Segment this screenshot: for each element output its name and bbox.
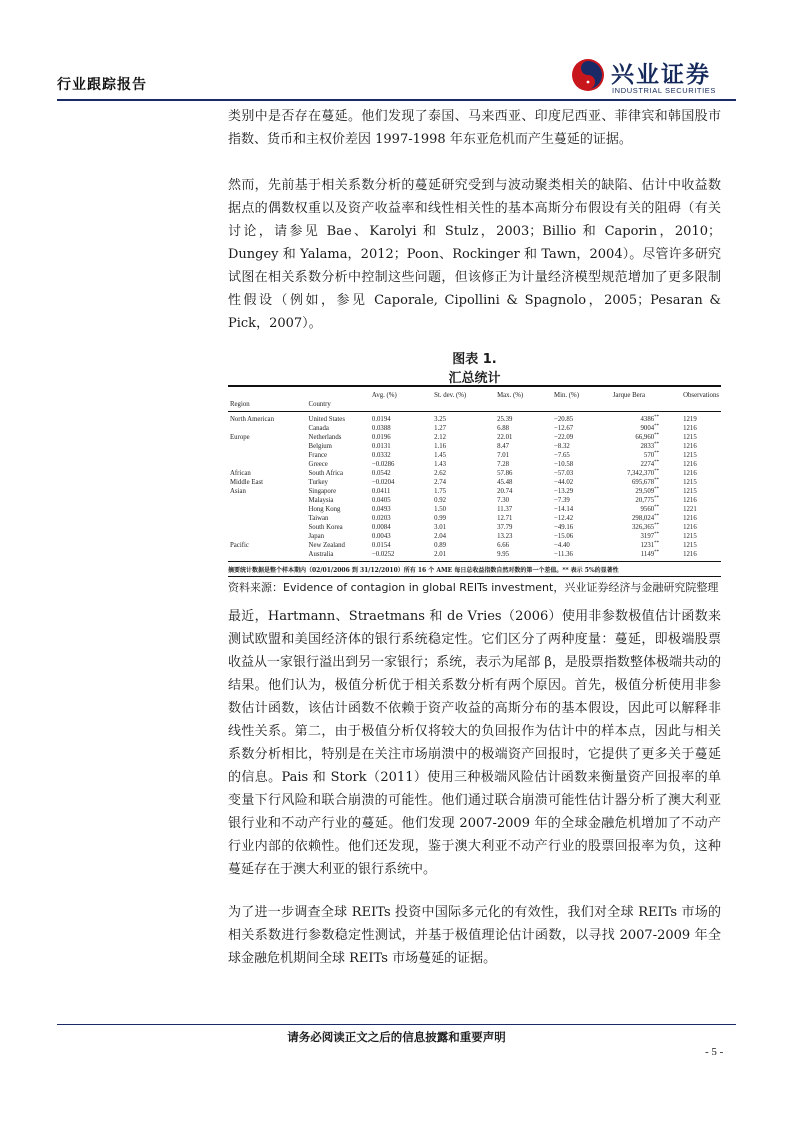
- jarque-bera-cell: 2274**: [640, 460, 660, 468]
- country-cell: Greece: [308, 461, 328, 468]
- avg-cell: 0.0084: [371, 524, 391, 531]
- footer-rule: [57, 1024, 736, 1025]
- significance-marker: **: [654, 496, 660, 501]
- avg-cell: 0.0493: [371, 506, 391, 513]
- jarque-bera-cell: 4386**: [640, 415, 660, 423]
- min-cell: −12.42: [554, 515, 574, 522]
- min-cell: −7.39: [554, 497, 570, 504]
- max-cell: 57.86: [497, 470, 513, 477]
- sd-cell: 0.99: [434, 515, 447, 522]
- max-cell: 45.48: [497, 479, 513, 486]
- significance-marker: **: [654, 550, 660, 555]
- avg-cell: 0.0154: [371, 542, 391, 549]
- country-cell: France: [308, 452, 328, 459]
- max-cell: 22.01: [497, 434, 513, 441]
- max-cell: 9.95: [497, 551, 509, 558]
- jarque-bera-cell: 695,678**: [632, 478, 660, 486]
- min-cell: −11.36: [554, 551, 573, 558]
- summary-statistics-table: [228, 385, 721, 577]
- paragraph-3: 最近，Hartmann、Straetmans 和 de Vries（2006）使用非参数极值估计函数来测试欧盟和美国经济体的银行系统稳定性。它们区分了两种度量：蔓延，即极端股票收益从一家银行溢出到另一家银行；系统，表示为尾部 β，是股票指数整体极端共动的结果。他们认为，极值分析优于相关系数分析有两个原因。首先，极值分析使用非参数估计函数，该估计函数不依赖于资产收益的高斯分布的基本假设，因此可以解释非线性关系。第二，由于极值分析仅将较大的负回报作为估计中的样本点，因此与相关系数分析相比，特别是在关注市场崩溃中的极端资产回报时，它提供了更多关于蔓延的信息。Pais 和 Stork（2011）使用三种极端风险估计函数来衡量资产回报率的单变量下行风险和联合崩溃的可能性。他们通过联合崩溃可能性估计器分析了澳大利亚银行业和不动产行业的蔓延。他们发现 2007-2009 年的全球金融危机增加了不动产行业内部的依赖性。他们还发现，鉴于澳大利亚不动产行业的股票回报率为负，这种蔓延存在于澳大利亚的银行系统中。: [228, 609, 721, 877]
- country-cell: Canada: [308, 425, 329, 432]
- table-row: [228, 469, 721, 478]
- paragraph-1: 类别中是否存在蔓延。他们发现了泰国、马来西亚、印度尼西亚、菲律宾和韩国股市指数、货币和主权价差因 1997-1998 年东亚危机而产生蔓延的证据。: [228, 109, 721, 147]
- sd-cell: 2.12: [434, 434, 447, 441]
- max-cell: 6.88: [497, 425, 509, 432]
- max-cell: 8.47: [497, 443, 509, 450]
- region-cell: North American: [230, 416, 274, 423]
- avg-cell: 0.0203: [371, 515, 391, 522]
- country-cell: United States: [308, 416, 345, 423]
- min-cell: −4.40: [554, 542, 570, 549]
- sd-cell: 2.74: [434, 479, 447, 486]
- jarque-bera-cell: 1149**: [640, 550, 660, 558]
- max-cell: 6.66: [497, 542, 509, 549]
- region-cell: [228, 442, 307, 451]
- country-cell: Belgium: [308, 443, 332, 450]
- table-row: [228, 505, 721, 514]
- max-cell: 7.28: [497, 461, 509, 468]
- observations-cell: 1216: [683, 524, 697, 531]
- col-header-observations: Observations: [683, 392, 719, 399]
- header-rule: [57, 99, 736, 101]
- significance-marker: **: [654, 451, 660, 456]
- page-number: - 5 -: [705, 1046, 724, 1058]
- max-cell: 11.37: [497, 506, 513, 513]
- significance-marker: **: [654, 442, 660, 447]
- region-cell: Asian: [230, 488, 246, 495]
- region-cell: [228, 532, 307, 541]
- sd-cell: 0.89: [434, 542, 447, 549]
- significance-marker: **: [654, 460, 660, 465]
- max-cell: 20.74: [497, 488, 513, 495]
- max-cell: 37.79: [497, 524, 513, 531]
- observations-cell: 1215: [683, 488, 697, 495]
- observations-cell: 1219: [683, 416, 697, 423]
- jarque-bera-cell: 29,509**: [635, 487, 660, 495]
- jarque-bera-cell: 66,960**: [635, 433, 660, 441]
- footer-disclaimer: 请务必阅读正文之后的信息披露和重要声明: [287, 1030, 506, 1044]
- sd-cell: 1.16: [434, 443, 447, 450]
- min-cell: −8.32: [554, 443, 570, 450]
- paragraph-4: 为了进一步调查全球 REITs 投资中国际多元化的有效性，我们对全球 REITs 市场的相关系数进行参数稳定性测试，并基于极值理论估计函数，以寻找 2007-2009 年全球金融危机期间全球 REITs 市场蔓延的证据。: [228, 905, 721, 966]
- region-cell: [228, 451, 307, 460]
- avg-cell: −0.0286: [371, 461, 395, 468]
- country-cell: Turkey: [308, 479, 328, 486]
- min-cell: −57.03: [554, 470, 574, 477]
- region-cell: Middle East: [230, 479, 264, 486]
- avg-cell: −0.0204: [371, 479, 395, 486]
- significance-marker: **: [654, 487, 660, 492]
- col-header-sd: St. dev. (%): [434, 392, 467, 399]
- observations-cell: 1215: [683, 533, 697, 540]
- region-cell: [228, 496, 307, 505]
- avg-cell: 0.0405: [371, 497, 391, 504]
- observations-cell: 1216: [683, 425, 697, 432]
- significance-marker: **: [654, 514, 660, 519]
- table-row: [228, 487, 721, 496]
- sd-cell: 1.50: [434, 506, 447, 513]
- jarque-bera-cell: 9560**: [640, 505, 660, 513]
- significance-marker: **: [654, 532, 660, 537]
- sd-cell: 1.45: [434, 452, 447, 459]
- avg-cell: 0.0411: [371, 488, 391, 495]
- significance-marker: **: [654, 469, 660, 474]
- avg-cell: 0.0388: [371, 425, 391, 432]
- table-row: [228, 412, 721, 425]
- logo-emblem-icon: [571, 58, 605, 92]
- max-cell: 7.30: [497, 497, 509, 504]
- min-cell: −22.09: [554, 434, 574, 441]
- region-cell: [228, 424, 307, 433]
- col-header-max: Max. (%): [497, 392, 524, 399]
- avg-cell: 0.0542: [371, 470, 391, 477]
- region-cell: [228, 523, 307, 532]
- observations-cell: 1216: [683, 497, 697, 504]
- jarque-bera-cell: 9004**: [640, 424, 660, 432]
- min-cell: −12.67: [554, 425, 574, 432]
- min-cell: −49.16: [554, 524, 574, 531]
- avg-cell: 0.0043: [371, 533, 391, 540]
- figure-title: 汇总统计: [448, 371, 501, 386]
- sd-cell: 2.62: [434, 470, 447, 477]
- table-row: [228, 460, 721, 469]
- sd-cell: 1.27: [434, 425, 447, 432]
- avg-cell: −0.0252: [371, 551, 395, 558]
- observations-cell: 1221: [683, 506, 697, 513]
- country-cell: Australia: [308, 551, 334, 558]
- avg-cell: 0.0332: [371, 452, 391, 459]
- significance-marker: **: [654, 424, 660, 429]
- col-header-min: Min. (%): [554, 392, 579, 399]
- table-row: [228, 442, 721, 451]
- col-header-country: Country: [307, 400, 370, 412]
- region-cell: African: [230, 470, 251, 477]
- significance-marker: **: [654, 541, 660, 546]
- figure-source: 资料来源：Evidence of contagion in global REITs investment，兴业证券经济与金融研究院整理: [228, 581, 719, 594]
- sd-cell: 0.92: [434, 497, 447, 504]
- table-row: [228, 550, 721, 561]
- region-cell: [228, 505, 307, 514]
- avg-cell: 0.0196: [371, 434, 391, 441]
- sd-cell: 1.43: [434, 461, 447, 468]
- significance-marker: **: [654, 505, 660, 510]
- observations-cell: 1215: [683, 542, 697, 549]
- col-header-region: Region: [228, 400, 307, 412]
- observations-cell: 1215: [683, 434, 697, 441]
- min-cell: −7.65: [554, 452, 570, 459]
- country-cell: Singapore: [308, 488, 337, 495]
- country-cell: Malaysia: [308, 497, 334, 504]
- observations-cell: 1216: [683, 551, 697, 558]
- col-header-jarque-bera: Jarque Bera: [612, 392, 645, 399]
- max-cell: 7.01: [497, 452, 509, 459]
- table-footnote: 摘要统计数据是整个样本期内（02/01/2006 到 31/12/2010）所有 16 个 AME 每日总收益指数自然对数的第一个差值。** 表示 5%的显著性: [228, 567, 619, 574]
- table-row: [228, 451, 721, 460]
- table-row: [228, 523, 721, 532]
- col-header-avg: Avg. (%): [371, 392, 397, 399]
- max-cell: 13.23: [497, 533, 513, 540]
- table-row: [228, 514, 721, 523]
- table-row: [228, 478, 721, 487]
- country-cell: New Zealand: [308, 542, 345, 549]
- sd-cell: 2.04: [434, 533, 447, 540]
- observations-cell: 1215: [683, 479, 697, 486]
- region-cell: Europe: [230, 434, 250, 441]
- significance-marker: **: [654, 478, 660, 483]
- figure-number: 图表 1.: [452, 352, 497, 367]
- region-cell: [228, 514, 307, 523]
- observations-cell: 1216: [683, 443, 697, 450]
- paragraph-2: 然而，先前基于相关系数分析的蔓延研究受到与波动聚类相关的缺陷、估计中收益数据点的偶数权重以及资产收益率和线性相关性的基本高斯分布假设有关的阻碍（有关讨论，请参见 Bae、Karolyi 和 Stulz，2003；Billio 和 Caporin，2010；Dungey 和 Yalama，2012；Poon、Rockinger 和 Tawn，2004）。尽管许多研究试图在相关系数分析中控制这些问题，但该修正为计量经济模型规范增加了更多限制性假设（例如，参见 Caporale, Cipollini & Spagnolo，2005；Pesaran & Pick，2007）。: [228, 178, 721, 331]
- country-cell: Hong Kong: [308, 506, 341, 513]
- jarque-bera-cell: 3197**: [640, 532, 660, 540]
- company-logo: [571, 56, 736, 100]
- region-cell: [228, 550, 307, 561]
- jarque-bera-cell: 7,342,370**: [626, 469, 660, 477]
- jarque-bera-cell: 20,775**: [635, 496, 660, 504]
- country-cell: South Korea: [308, 524, 343, 531]
- min-cell: −44.02: [554, 479, 574, 486]
- min-cell: −10.58: [554, 461, 574, 468]
- min-cell: −20.85: [554, 416, 574, 423]
- avg-cell: 0.0194: [371, 416, 391, 423]
- jarque-bera-cell: 570**: [643, 451, 660, 459]
- country-cell: Japan: [308, 533, 325, 540]
- report-type-label: 行业跟踪报告: [57, 77, 147, 93]
- jarque-bera-cell: 2833**: [640, 442, 660, 450]
- table-row: [228, 532, 721, 541]
- table-row: [228, 496, 721, 505]
- max-cell: 25.39: [497, 416, 513, 423]
- observations-cell: 1216: [683, 470, 697, 477]
- significance-marker: **: [654, 433, 660, 438]
- sd-cell: 3.25: [434, 416, 447, 423]
- min-cell: −14.14: [554, 506, 574, 513]
- logo-chinese-name: 兴业证券: [611, 62, 711, 88]
- table-row: [228, 433, 721, 442]
- avg-cell: 0.0131: [371, 443, 391, 450]
- country-cell: Netherlands: [308, 434, 342, 441]
- jarque-bera-cell: 1231**: [640, 541, 660, 549]
- min-cell: −13.29: [554, 488, 574, 495]
- significance-marker: **: [654, 415, 660, 420]
- significance-marker: **: [654, 523, 660, 528]
- jarque-bera-cell: 326,365**: [632, 523, 660, 531]
- observations-cell: 1216: [683, 515, 697, 522]
- table-row: [228, 541, 721, 550]
- table-row: [228, 424, 721, 433]
- sd-cell: 3.01: [434, 524, 447, 531]
- country-cell: South Africa: [308, 470, 344, 477]
- observations-cell: 1215: [683, 452, 697, 459]
- logo-english-name: INDUSTRIAL SECURITIES: [612, 86, 717, 95]
- max-cell: 12.71: [497, 515, 513, 522]
- sd-cell: 1.75: [434, 488, 447, 495]
- min-cell: −15.06: [554, 533, 574, 540]
- region-cell: [228, 460, 307, 469]
- sd-cell: 2.01: [434, 551, 447, 558]
- region-cell: Pacific: [230, 542, 249, 549]
- observations-cell: 1216: [683, 461, 697, 468]
- country-cell: Taiwan: [308, 515, 329, 522]
- jarque-bera-cell: 298,024**: [632, 514, 660, 522]
